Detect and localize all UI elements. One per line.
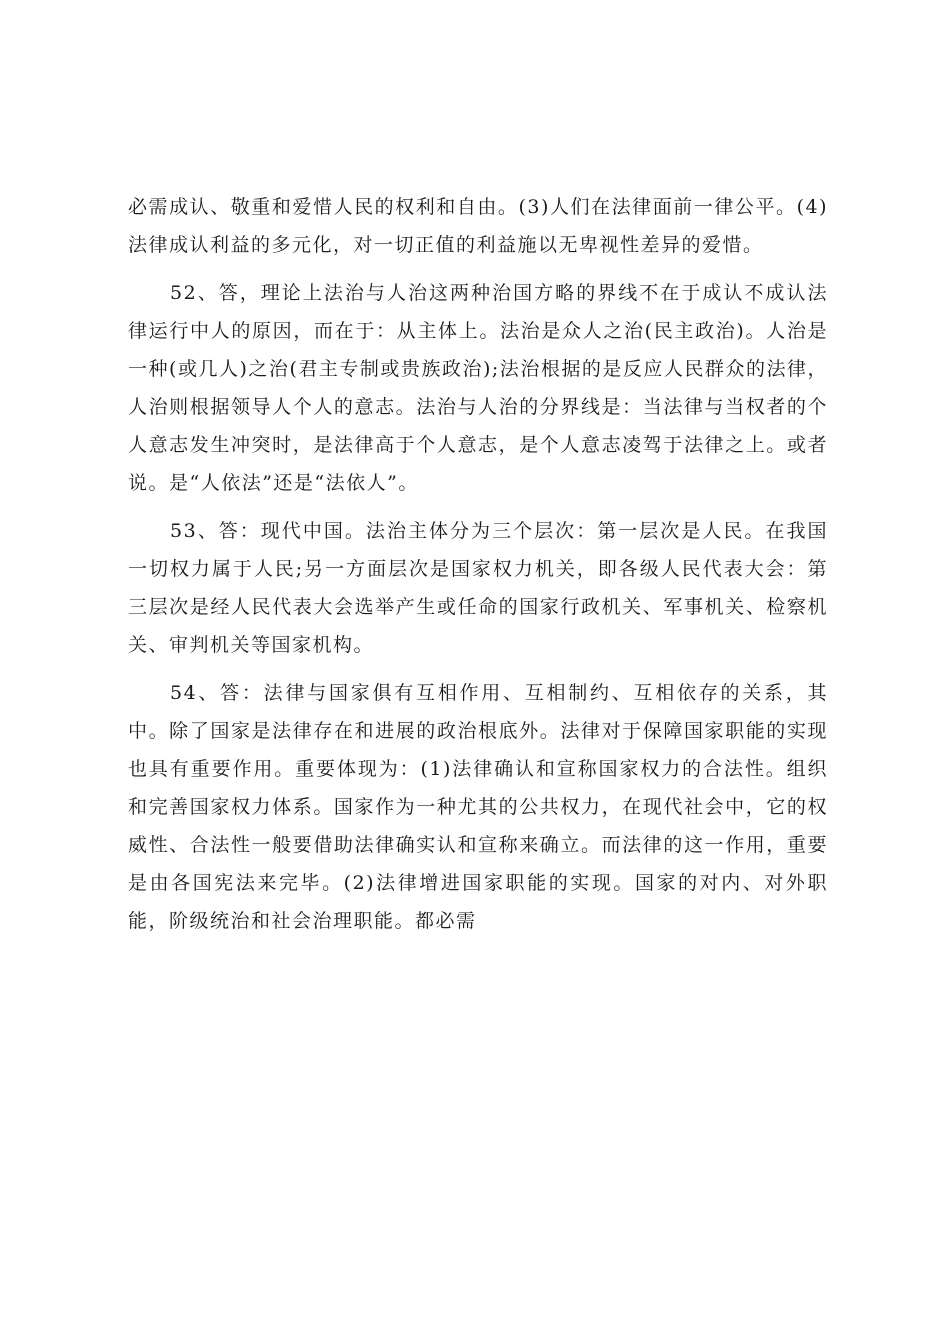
paragraph-answer-52: 52、答，理论上法治与人治这两种治国方略的界线不在于成认不成认法律运行中人的原因，而在于：从主体上。法治是众人之治(民主政治)。人治是一种(或几人)之治(君主专制或贵族政治);法治根据的是反应人民群众的法律，人治则根据领导人个人的意志。法治与人治的分界线是：当法律与当权者的个人意志发生冲突时，是法律高于个人意志，是个人意志凌驾于法律之上。或者说。是“人依法”还是“法依人”。 [128, 282, 828, 494]
paragraph-continued: 必需成认、敬重和爱惜人民的权利和自由。(3)人们在法律面前一律公平。(4)法律成认利益的多元化，对一切正值的利益施以无卑视性差异的爱惜。 [128, 196, 828, 256]
paragraph-answer-54: 54、答：法律与国家俱有互相作用、互相制约、互相依存的关系，其中。除了国家是法律存在和进展的政治根底外。法律对于保障国家职能的实现也具有重要作用。重要体现为：(1)法律确认和宣称国家权力的合法性。组织和完善国家权力体系。国家作为一种尤其的公共权力，在现代社会中，它的权威性、合法性一般要借助法律确实认和宣称来确立。而法律的这一作用，重要是由各国宪法来完毕。(2)法律增进国家职能的实现。国家的对内、对外职能，阶级统治和社会治理职能。都必需 [128, 682, 828, 932]
document-body [128, 188, 828, 940]
paragraph-answer-53: 53、答：现代中国。法治主体分为三个层次：第一层次是人民。在我国一切权力属于人民;另一方面层次是国家权力机关，即各级人民代表大会：第三层次是经人民代表大会选举产生或任命的国家行政机关、军事机关、检察机关、审判机关等国家机构。 [128, 520, 828, 656]
